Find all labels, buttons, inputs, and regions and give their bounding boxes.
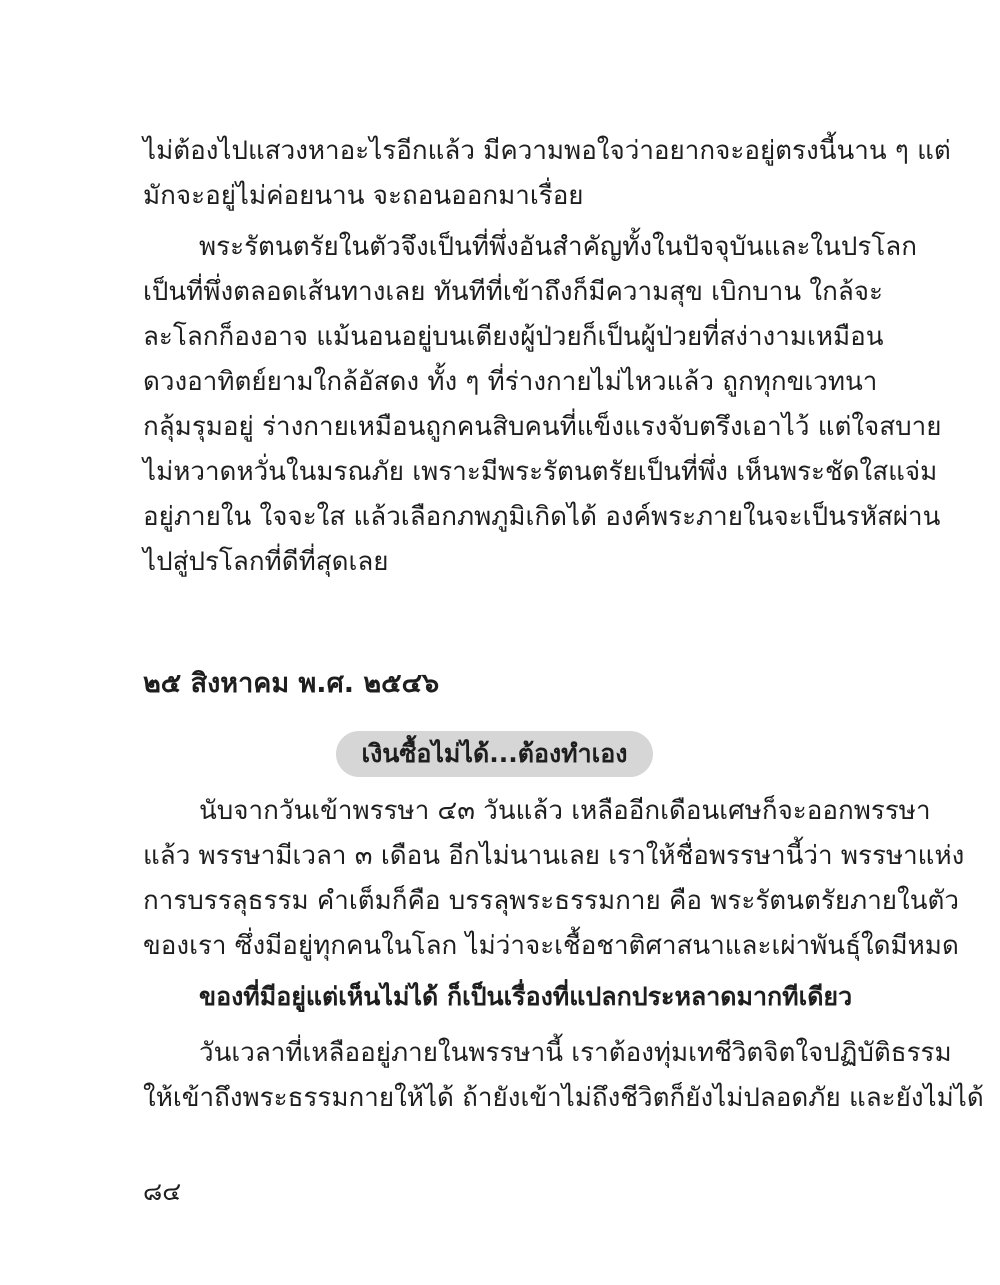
- text-line: ไม่หวาดหวั่นในมรณภัย เพราะมีพระรัตนตรัยเป็นที่พึ่ง เห็นพระชัดใสแจ่ม: [143, 457, 938, 487]
- text-line: ให้เข้าถึงพระธรรมกายให้ได้ ถ้ายังเข้าไม่ถึงชีวิตก็ยังไม่ปลอดภัย และยังไม่ได้: [143, 1083, 984, 1113]
- text-line: กลุ้มรุมอยู่ ร่างกายเหมือนถูกคนสิบคนที่แข็งแรงจับตรึงเอาไว้ แต่ใจสบาย: [143, 412, 942, 442]
- section-title: เงินซื้อไม่ได้...ต้องทำเอง: [336, 731, 653, 777]
- text-line: ของเรา ซึ่งมีอยู่ทุกคนในโลก ไม่ว่าจะเชื้อชาติศาสนาและเผ่าพันธุ์ใดมีหมด: [143, 931, 959, 961]
- text-line: นับจากวันเข้าพรรษา ๔๓ วันแล้ว เหลืออีกเดือนเศษก็จะออกพรรษา: [199, 796, 931, 826]
- text-line: เป็นที่พึ่งตลอดเส้นทางเลย ทันทีที่เข้าถึงก็มีความสุข เบิกบาน ใกล้จะ: [143, 277, 883, 307]
- text-line: อยู่ภายใน ใจจะใส แล้วเลือกภพภูมิเกิดได้ องค์พระภายในจะเป็นรหัสผ่าน: [143, 502, 941, 532]
- text-line: วันเวลาที่เหลืออยู่ภายในพรรษานี้ เราต้องทุ่มเทชีวิตจิตใจปฏิบัติธรรม: [199, 1038, 952, 1068]
- emphasis-line: ของที่มีอยู่แต่เห็นไม่ได้ ก็เป็นเรื่องที่แปลกประหลาดมากทีเดียว: [199, 982, 853, 1011]
- text-line: พระรัตนตรัยในตัวจึงเป็นที่พึ่งอันสำคัญทั้งในปัจจุบันและในปรโลก: [199, 232, 917, 262]
- paragraph-1: [143, 129, 951, 219]
- text-line: แล้ว พรรษามีเวลา ๓ เดือน อีกไม่นานเลย เราให้ชื่อพรรษานี้ว่า พรรษาแห่ง: [143, 841, 965, 871]
- paragraph-4: [143, 1031, 984, 1121]
- page-number: ๘๔: [143, 1177, 182, 1206]
- text-line: ดวงอาทิตย์ยามใกล้อัสดง ทั้ง ๆ ที่ร่างกายไม่ไหวแล้ว ถูกทุกขเวทนา: [143, 367, 878, 397]
- paragraph-2: [143, 225, 942, 585]
- date-heading: ๒๕ สิงหาคม พ.ศ. ๒๕๔๖: [143, 668, 440, 699]
- text-line: การบรรลุธรรม คำเต็มก็คือ บรรลุพระธรรมกาย คือ พระรัตนตรัยภายในตัว: [143, 886, 959, 916]
- paragraph-3: [143, 789, 965, 969]
- text-line: ไปสู่ปรโลกที่ดีที่สุดเลย: [143, 547, 389, 577]
- text-line: มักจะอยู่ไม่ค่อยนาน จะถอนออกมาเรื่อย: [143, 181, 584, 211]
- text-line: ละโลกก็องอาจ แม้นอนอยู่บนเตียงผู้ป่วยก็เป็นผู้ป่วยที่สง่างามเหมือน: [143, 322, 884, 352]
- text-line: ไม่ต้องไปแสวงหาอะไรอีกแล้ว มีความพอใจว่าอยากจะอยู่ตรงนี้นาน ๆ แต่: [143, 136, 951, 166]
